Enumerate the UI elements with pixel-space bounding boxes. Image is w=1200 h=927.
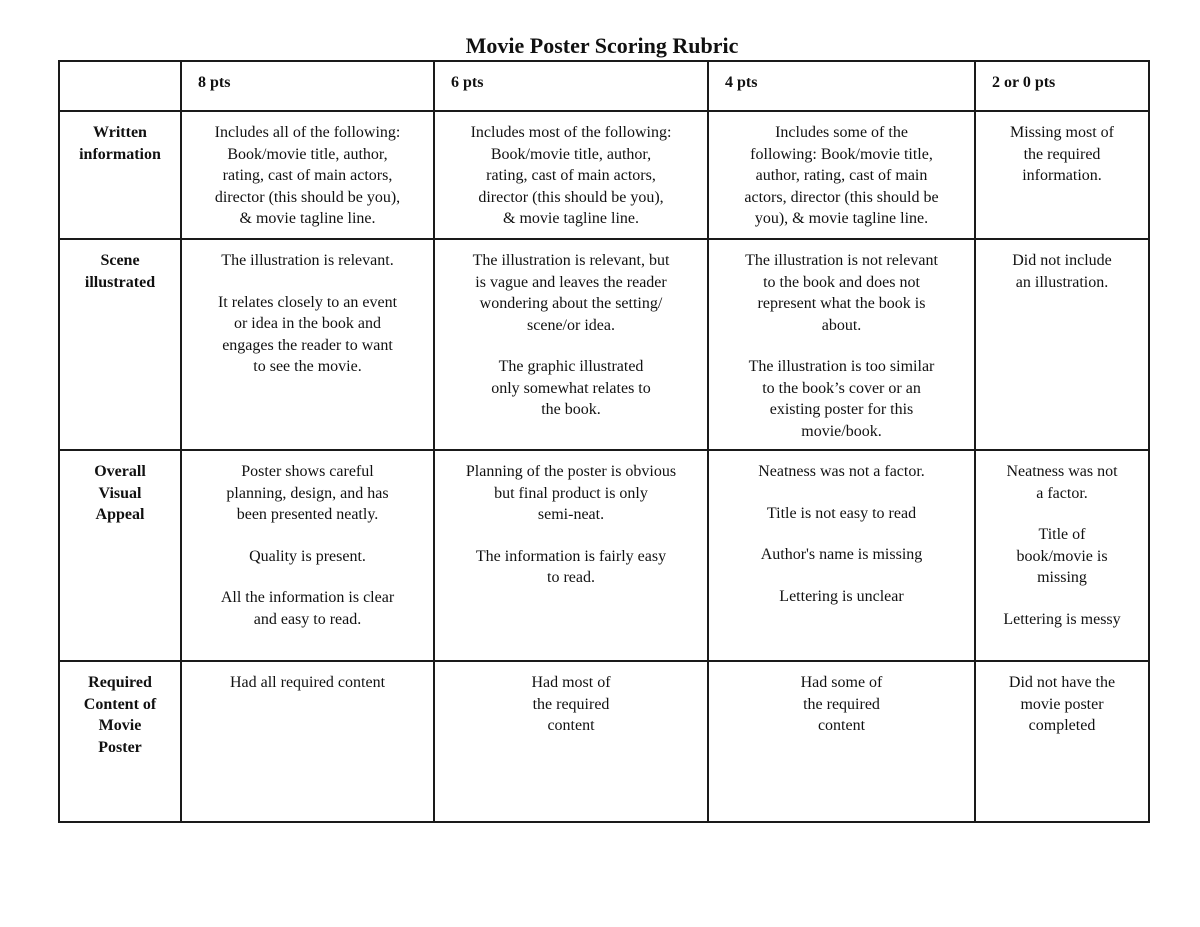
rubric-cell-required-content-4-pts: [708, 661, 975, 822]
cell-text-line: The information is fairly easy: [475, 547, 667, 565]
header-cell-8-pts: 8 pts: [181, 61, 434, 111]
cell-text-line: Had most of: [531, 674, 611, 691]
cell-text-line: engages the reader to want: [222, 336, 393, 354]
rubric-cell-written-information-4-pts: [708, 111, 975, 239]
cell-text-line: and easy to read.: [253, 610, 362, 628]
row-label-line: Visual: [98, 484, 142, 502]
cell-text-line: The illustration is not relevant: [745, 252, 938, 269]
header-cell-4-pts: 4 pts: [708, 61, 975, 111]
rubric-cell-written-information-6-pts: [434, 111, 708, 239]
cell-text-line: about.: [821, 316, 862, 334]
cell-text-line: & movie tagline line.: [503, 210, 639, 227]
rubric-cell-required-content-2-or-0-pts: [975, 661, 1149, 822]
cell-text-line: The illustration is too similar: [748, 358, 935, 375]
header-row: [59, 61, 1149, 111]
cell-text-line: Had some of: [800, 674, 883, 691]
cell-text-line: an illustration.: [1015, 273, 1109, 291]
cell-text-line: Neatness was not a factor.: [758, 463, 925, 480]
row-label-overall-visual-appeal: [59, 450, 181, 661]
rubric-cell-overall-visual-appeal-6-pts: [434, 450, 708, 661]
row-label-line: Overall: [94, 463, 146, 480]
rubric-cell-scene-illustrated-6-pts: [434, 239, 708, 450]
row-label-line: Appeal: [95, 506, 145, 523]
cell-text-line: Includes some of the: [775, 124, 908, 141]
cell-text-line: Had all required content: [229, 674, 386, 691]
rubric-cell-overall-visual-appeal-2-or-0-pts: [975, 450, 1149, 661]
cell-text-line: The illustration is relevant.: [221, 252, 394, 269]
cell-text-line: content: [817, 717, 866, 734]
cell-text-line: Includes most of the following:: [470, 124, 672, 141]
cell-text-line: to the book’s cover or an: [762, 379, 921, 397]
cell-text-line: Includes all of the following:: [214, 124, 401, 141]
cell-text-line: a factor.: [1036, 484, 1088, 502]
cell-text-line: rating, cast of main actors,: [222, 167, 393, 184]
cell-text-line: or idea in the book and: [233, 315, 382, 332]
cell-text-line: The illustration is relevant, but: [472, 252, 670, 269]
cell-text-line: semi-neat.: [537, 506, 605, 523]
cell-text-line: completed: [1028, 717, 1096, 734]
rubric-cell-overall-visual-appeal-4-pts: [708, 450, 975, 661]
cell-text-line: represent what the book is: [757, 295, 926, 312]
row-label-line: Written: [93, 124, 147, 141]
rubric-cell-required-content-8-pts: [181, 661, 434, 822]
cell-text-line: is vague and leaves the reader: [475, 273, 667, 291]
rubric-row-required-content: [59, 661, 1149, 822]
paragraph-gap: [190, 272, 425, 292]
cell-text-line: Lettering is messy: [1003, 610, 1121, 628]
cell-text-line: Title is not easy to read: [766, 504, 917, 522]
paragraph-gap: [443, 336, 699, 356]
rubric-cell-scene-illustrated-2-or-0-pts: [975, 239, 1149, 450]
cell-text-line: the required: [803, 695, 880, 713]
paragraph-gap: [717, 483, 966, 503]
cell-text-line: Missing most of: [1009, 124, 1114, 141]
cell-text-line: to read.: [547, 569, 595, 586]
cell-text-line: Author's name is missing: [760, 546, 923, 563]
cell-text-line: Poster shows careful: [241, 463, 374, 480]
cell-text-line: you), & movie tagline line.: [754, 210, 929, 227]
cell-text-line: Did not have the: [1008, 674, 1116, 691]
row-label-required-content: [59, 661, 181, 822]
cell-text-line: & movie tagline line.: [239, 210, 376, 227]
paragraph-gap: [190, 567, 425, 587]
rubric-row-overall-visual-appeal: [59, 450, 1149, 661]
cell-text-line: to the book and does not: [763, 273, 920, 291]
row-label-line: Poster: [98, 738, 142, 756]
cell-text-line: director (this should be you),: [214, 188, 401, 206]
cell-text-line: wondering about the setting/: [479, 295, 663, 312]
rubric-cell-written-information-8-pts: [181, 111, 434, 239]
cell-text-line: Neatness was not: [1006, 463, 1118, 480]
header-cell-corner: [59, 61, 181, 111]
cell-text-line: to see the movie.: [253, 358, 362, 375]
rubric-cell-written-information-2-or-0-pts: [975, 111, 1149, 239]
cell-text-line: existing poster for this: [769, 401, 914, 418]
cell-text-line: director (this should be you),: [478, 188, 664, 206]
cell-text-line: movie/book.: [801, 422, 882, 440]
paragraph-gap: [717, 566, 966, 586]
paragraph-gap: [717, 336, 966, 356]
paragraph-gap: [717, 524, 966, 544]
cell-text-line: book/movie is: [1016, 547, 1108, 565]
cell-text-line: only somewhat relates to: [491, 379, 651, 397]
cell-text-line: actors, director (this should be: [744, 188, 939, 206]
cell-text-line: The graphic illustrated: [498, 358, 644, 375]
row-label-line: Required: [88, 674, 152, 691]
rubric-cell-overall-visual-appeal-8-pts: [181, 450, 434, 661]
cell-text-line: rating, cast of main actors,: [486, 167, 656, 184]
cell-text-line: scene/or idea.: [527, 316, 615, 334]
cell-text-line: but final product is only: [494, 484, 648, 502]
header-cell-6-pts: 6 pts: [434, 61, 708, 111]
cell-text-line: information.: [1022, 167, 1102, 184]
paragraph-gap: [190, 526, 425, 546]
cell-text-line: Book/movie title, author,: [490, 145, 652, 163]
header-cell-2-or-0-pts: 2 or 0 pts: [975, 61, 1149, 111]
rubric-cell-scene-illustrated-4-pts: [708, 239, 975, 450]
cell-text-line: Planning of the poster is obvious: [465, 463, 677, 480]
row-label-line: Scene: [100, 252, 140, 269]
rubric-row-scene-illustrated: [59, 239, 1149, 450]
cell-text-line: content: [547, 717, 595, 734]
row-label-scene-illustrated: [59, 239, 181, 450]
cell-text-line: Quality is present.: [249, 547, 366, 565]
rubric-row-written-information: [59, 111, 1149, 239]
cell-text-line: the book.: [541, 401, 601, 418]
rubric-table: [58, 60, 1150, 823]
cell-text-line: been presented neatly.: [236, 506, 379, 523]
row-label-line: Movie: [98, 717, 142, 734]
cell-text-line: All the information is clear: [220, 589, 395, 606]
cell-text-line: Book/movie title, author,: [227, 145, 388, 163]
cell-text-line: movie poster: [1020, 695, 1104, 713]
cell-text-line: It relates closely to an event: [217, 293, 398, 311]
page-title: Movie Poster Scoring Rubric: [465, 33, 739, 58]
cell-text-line: following: Book/movie title,: [750, 145, 933, 163]
row-label-written-information: [59, 111, 181, 239]
row-label-line: information: [79, 145, 161, 163]
cell-text-line: Did not include: [1012, 252, 1112, 269]
rubric-cell-scene-illustrated-8-pts: [181, 239, 434, 450]
paragraph-gap: [443, 526, 699, 546]
cell-text-line: planning, design, and has: [226, 484, 389, 502]
row-label-line: Content of: [83, 695, 157, 713]
cell-text-line: author, rating, cast of main: [755, 167, 928, 184]
rubric-cell-required-content-6-pts: [434, 661, 708, 822]
row-label-line: illustrated: [84, 273, 156, 291]
cell-text-line: Title of: [1038, 526, 1086, 543]
cell-text-line: the required: [532, 695, 610, 713]
paragraph-gap: [984, 589, 1140, 609]
cell-text-line: the required: [1023, 145, 1101, 163]
cell-text-line: missing: [1037, 569, 1087, 586]
cell-text-line: Lettering is unclear: [779, 587, 904, 605]
paragraph-gap: [984, 504, 1140, 524]
